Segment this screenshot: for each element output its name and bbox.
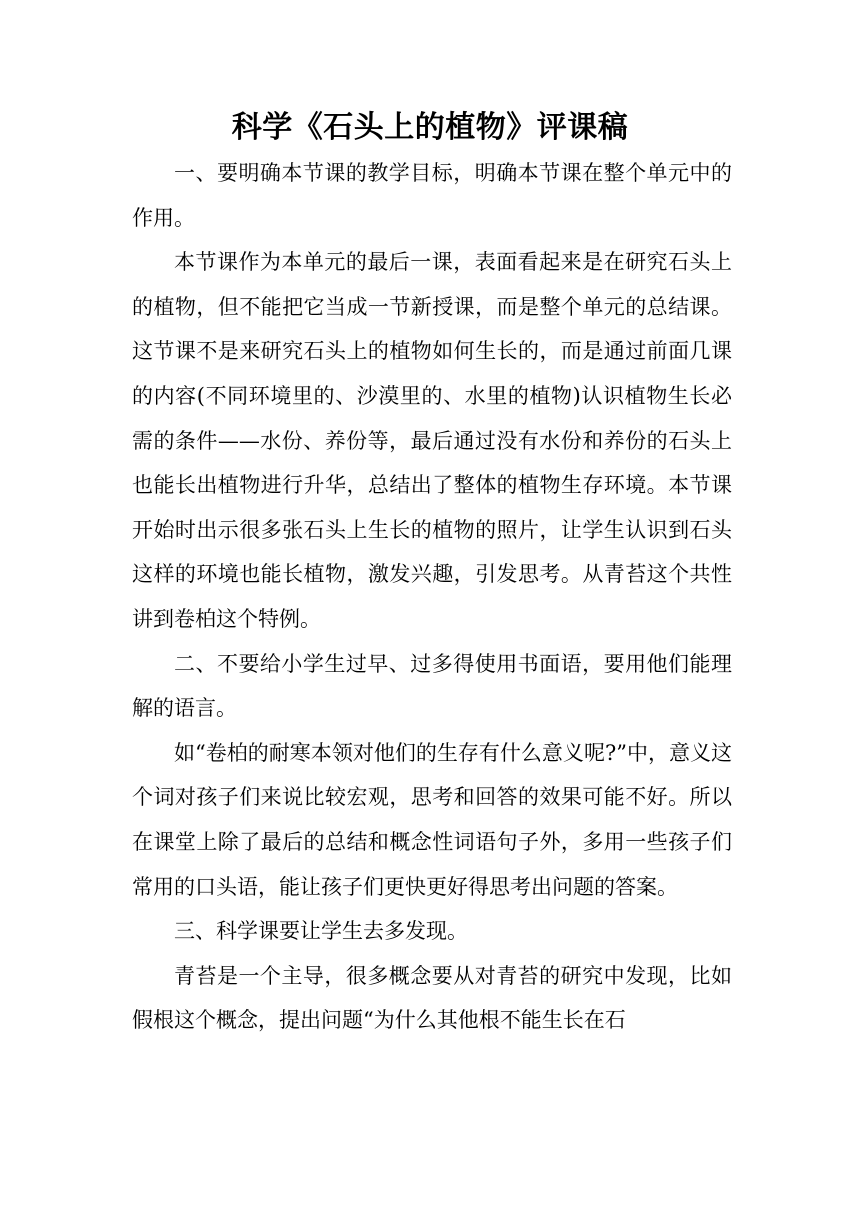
paragraph-5: 三、科学课要让学生去多发现。: [174, 919, 468, 944]
paragraph-2: 本节课作为本单元的最后一课，表面看起来是在研究石头上的植物，但不能把它当成一节新授课，而是整个单元的总结课。这节课不是来研究石头上的植物如何生长的，而是通过前面几课的内容(不同环境里的、沙漠里的、水里的植物)认识植物生长必需的条件——水份、养份等，最后通过没有水份和养份的石头上也能长出植物进行升华，总结出了整体的植物生存环境。本节课开始时出示很多张石头上生长的植物的照片，让学生认识到石头这样的环境也能长植物，激发兴趣，引发思考。从青苔这个共性讲到卷柏这个特例。: [132, 250, 732, 631]
page-title: 科学《石头上的植物》评课稿: [231, 110, 629, 145]
paragraph-1: 一、要明确本节课的教学目标，明确本节课在整个单元中的作用。: [132, 161, 732, 230]
document-body: [132, 151, 732, 1043]
paragraph-4: 如“卷柏的耐寒本领对他们的生存有什么意义呢?”中，意义这个词对孩子们来说比较宏观，思考和回答的效果可能不好。所以在课堂上除了最后的总结和概念性词语句子外，多用一些孩子们常用的口头语，能让孩子们更快更好得思考出问题的答案。: [132, 740, 732, 899]
paragraph-6: 青苔是一个主导，很多概念要从对青苔的研究中发现，比如假根这个概念，提出问题“为什么其他根不能生长在石: [132, 963, 732, 1033]
paragraph-3: 二、不要给小学生过早、过多得使用书面语，要用他们能理解的语言。: [132, 651, 732, 721]
